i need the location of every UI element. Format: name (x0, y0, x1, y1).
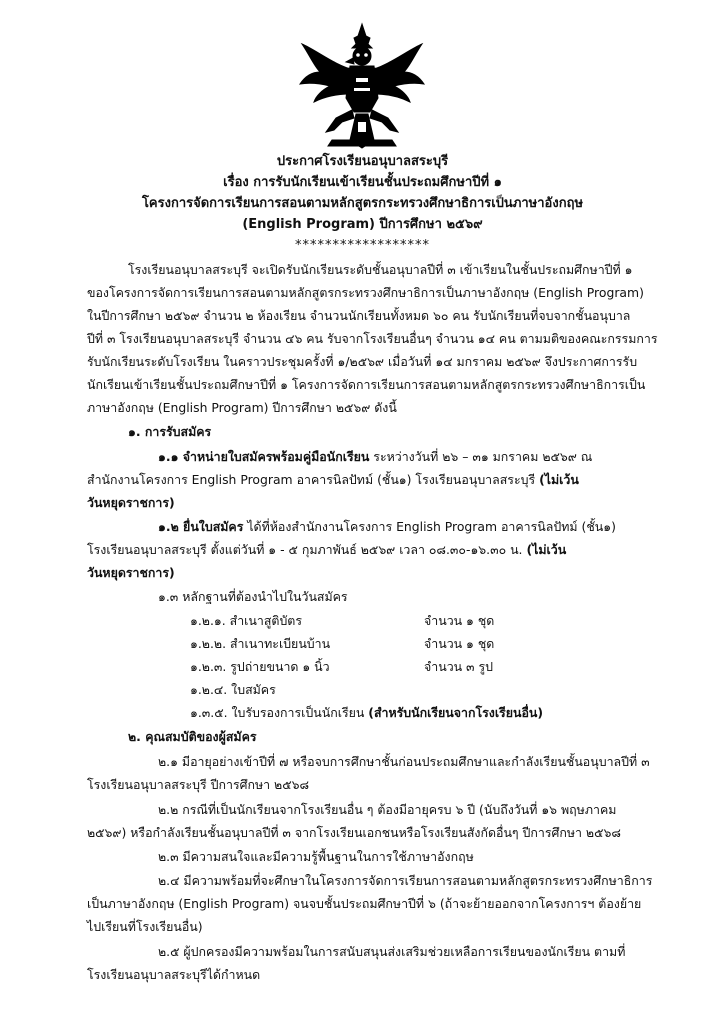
garuda-emblem-icon (296, 22, 428, 152)
document-item: ๑.๒.๔. ใบสมัคร (190, 682, 276, 697)
item-1-2-holiday-note: (ไม่เว้น (526, 542, 567, 557)
qualification-line: ๒.๔ มีความพร้อมที่จะศึกษาในโครงการจัดการเรียนการสอนตามหลักสูตรกระทรวงศึกษาธิการ (158, 873, 653, 888)
intro-line: โรงเรียนอนุบาลสระบุรี จะเปิดรับนักเรียนระดับชั้นอนุบาลปีที่ ๓ เข้าเรียนในชั้นประถมศึกษาปีที่ ๑ (128, 262, 633, 277)
qualification-line: ไปเรียนที่โรงเรียนอื่น) (87, 919, 203, 934)
announcement-subject: เรื่อง การรับนักเรียนเข้าเรียนชั้นประถมศึกษาปีที่ ๑ (223, 175, 502, 190)
separator-stars: ****************** (295, 238, 430, 253)
qualification-line: ๒.๒ กรณีที่เป็นนักเรียนจากโรงเรียนอื่น ๆ ต้องมีอายุครบ ๖ ปี (นับถึงวันที่ ๑๖ พฤษภาคม (158, 802, 617, 817)
item-1-1-label: ๑.๑ จำหน่ายใบสมัครพร้อมคู่มือนักเรียน (158, 449, 370, 464)
intro-line: ในปีการศึกษา ๒๕๖๙ จำนวน ๒ ห้องเรียน จำนวนนักเรียนทั้งหมด ๖๐ คน รับนักเรียนที่จบจากชั้นอนุบาล (87, 308, 631, 323)
intro-line: รับนักเรียนระดับโรงเรียน ในคราวประชุมครั้งที่ ๑/๒๕๖๙ เมื่อวันที่ ๑๔ มกราคม ๒๕๖๙ จึงประกาศการรับ (87, 354, 638, 369)
item-1-2 (158, 517, 616, 537)
document-item-note: (สำหรับนักเรียนจากโรงเรียนอื่น) (368, 705, 544, 720)
qualification-line: เป็นภาษาอังกฤษ (English Program) จนจบชั้นประถมศึกษาปีที่ ๖ (ถ้าจะย้ายออกจากโครงการฯ ต้องย้าย (87, 896, 642, 911)
item-1-1-line3: วันหยุดราชการ) (87, 495, 175, 510)
item-1-1-holiday-note: (ไม่เว้น (539, 472, 579, 487)
intro-line: ภาษาอังกฤษ (English Program) ปีการศึกษา ๒๕๖๙ ดังนี้ (87, 400, 397, 415)
item-1-1-text: ระหว่างวันที่ ๒๖ – ๓๑ มกราคม ๒๕๖๙ ณ (369, 449, 593, 464)
document-qty: จำนวน ๑ ชุด (424, 613, 495, 628)
item-1-2-text: ได้ที่ห้องสำนักงานโครงการ English Program อาคารนิลปัทม์ (ชั้น๑) (243, 519, 616, 534)
document-item-text: ๑.๓.๕. ใบรับรองการเป็นนักเรียน (190, 705, 369, 720)
document-qty: จำนวน ๑ ชุด (424, 636, 495, 651)
item-1-1-line2-text: สำนักงานโครงการ English Program อาคารนิลปัทม์ (ชั้น๑) โรงเรียนอนุบาลสระบุรี (87, 472, 540, 487)
intro-line: นักเรียนเข้าเรียนชั้นประถมศึกษาปีที่ ๑ โครงการจัดการเรียนการสอนตามหลักสูตรกระทรวงศึกษาธิการเป็น (87, 377, 646, 392)
section-1-heading: ๑. การรับสมัคร (128, 424, 212, 439)
qualification-line: ๒.๑ มีอายุอย่างเข้าปีที่ ๗ หรือจบการศึกษาชั้นก่อนประถมศึกษาและกำลังเรียนชั้นอนุบาลปีที่ ๓ (158, 754, 650, 769)
document-item (190, 703, 543, 723)
qualification-line: โรงเรียนอนุบาลสระบุรี ปีการศึกษา ๒๕๖๘ (87, 777, 310, 792)
qualification-line: ๒.๕ ผู้ปกครองมีความพร้อมในการสนับสนุนส่งเสริมช่วยเหลือการเรียนของนักเรียน ตามที่ (158, 944, 626, 959)
announcement-title: ประกาศโรงเรียนอนุบาลสระบุรี (276, 154, 449, 169)
item-1-2-line2 (87, 540, 566, 560)
document-qty: จำนวน ๓ รูป (424, 659, 493, 674)
section-2-heading: ๒. คุณสมบัติของผู้สมัคร (128, 729, 257, 744)
item-1-3: ๑.๓ หลักฐานที่ต้องนำไปในวันสมัคร (158, 589, 348, 604)
intro-line: ปีที่ ๓ โรงเรียนอนุบาลสระบุรี จำนวน ๔๖ คน รับจากโรงเรียนอื่นๆ จำนวน ๑๔ คน ตามมติของคณะกรรมการ (87, 331, 658, 346)
program-year: (English Program) ปีการศึกษา ๒๕๖๙ (242, 217, 483, 232)
item-1-2-label: ๑.๒ ยื่นใบสมัคร (158, 519, 244, 534)
qualification-line: โรงเรียนอนุบาลสระบุรีได้กำหนด (87, 967, 261, 982)
item-1-1 (158, 447, 592, 467)
document-item: ๑.๒.๑. สำเนาสูติบัตร (190, 613, 303, 628)
item-1-2-line3: วันหยุดราชการ) (87, 565, 175, 580)
document-item: ๑.๒.๒. สำเนาทะเบียนบ้าน (190, 636, 331, 651)
program-title: โครงการจัดการเรียนการสอนตามหลักสูตรกระทรวงศึกษาธิการเป็นภาษาอังกฤษ (141, 196, 584, 211)
intro-line: ของโครงการจัดการเรียนการสอนตามหลักสูตรกระทรวงศึกษาธิการเป็นภาษาอังกฤษ (English Program) (87, 285, 644, 300)
document-item: ๑.๒.๓. รูปถ่ายขนาด ๑ นิ้ว (190, 659, 330, 674)
item-1-2-line2-text: โรงเรียนอนุบาลสระบุรี ตั้งแต่วันที่ ๑ - ๕ กุมภาพันธ์ ๒๕๖๙ เวลา ๐๘.๓๐-๑๖.๓๐ น. (87, 542, 527, 557)
item-1-1-line2 (87, 470, 579, 490)
qualification-line: ๒.๓ มีความสนใจและมีความรู้พื้นฐานในการใช้ภาษาอังกฤษ (158, 849, 474, 864)
qualification-line: ๒๕๖๙) หรือกำลังเรียนชั้นอนุบาลปีที่ ๓ จากโรงเรียนเอกชนหรือโรงเรียนสังกัดอื่นๆ ปีการศึกษา ๒๕๖๘ (87, 825, 621, 840)
